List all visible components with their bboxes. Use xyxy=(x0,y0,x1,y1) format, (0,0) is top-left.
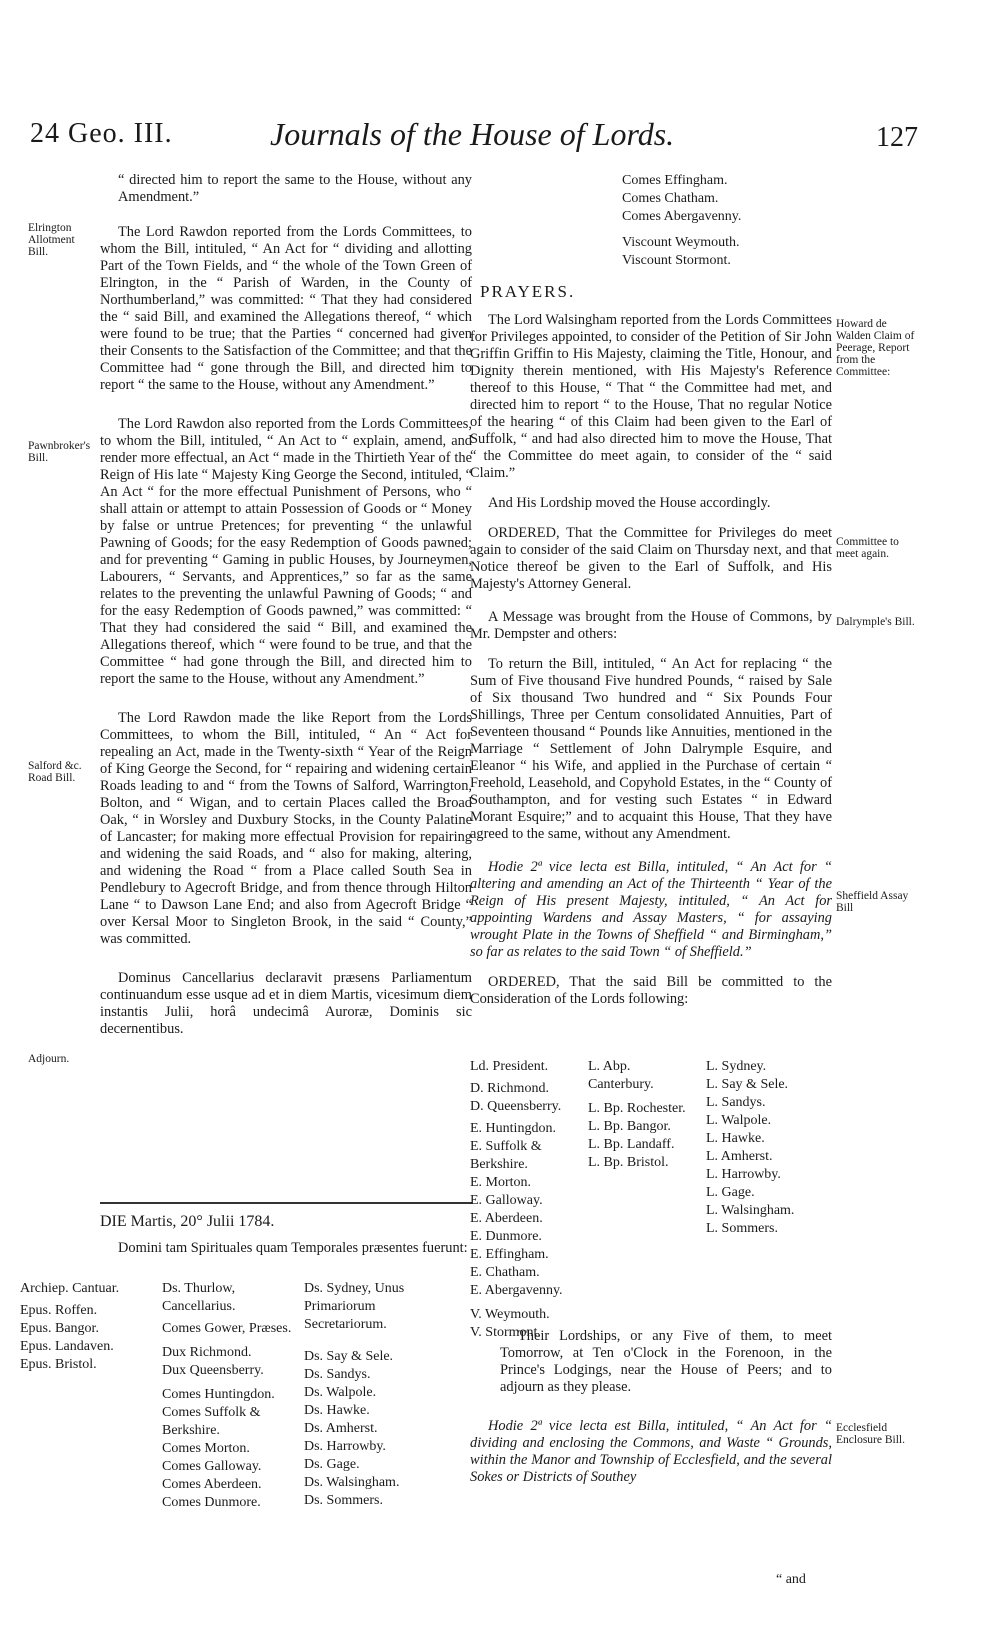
paragraph-continued: “ directed him to report the same to the House, without any Amendment.” xyxy=(118,172,472,205)
committee-lord: E. Effingham. xyxy=(470,1247,549,1262)
paragraph-dalrymple-bill: To return the Bill, intituled, “ An Act for replacing “ the Sum of Five thousand Five hundred Pounds, “ raised by Sale of Six thousand Two hundred and “ Six Pounds Four Shillings, Three per Centum consolidated Annuities, Part of Seventeen thousand “ Pounds like Annuities, mentioned in the Marriage “ Settlement of John Dalrymple Esquire, and Eleanor “ his Wife, and applied in the Purchase of certain “ Freehold, Leasehold, and Copyhold Estates, in the “ County of Southampton, and for vesting such Estates “ in Edward Morant Esquire;” and to acquaint this House, That they have agreed to the same, without any Amendment. xyxy=(470,656,832,842)
session-date: DIE Martis, 20° Julii 1784. xyxy=(100,1213,275,1230)
committee-lord: L. Say & Sele. xyxy=(706,1077,789,1092)
present-list-spiritual xyxy=(20,1280,160,1374)
present-entry: Comes Chatham. xyxy=(622,191,719,206)
present-entry: Ds. Hawke. xyxy=(304,1403,370,1418)
paragraph-moved: And His Lordship moved the House accordingly. xyxy=(488,495,771,511)
left-column xyxy=(100,172,472,1051)
present-entry: Comes Effingham. xyxy=(622,173,728,188)
section-rule xyxy=(100,1202,472,1204)
present-entry: Viscount Stormont. xyxy=(622,253,731,268)
committee-lord: L. Hawke. xyxy=(706,1131,765,1146)
present-entry: Epus. Bangor. xyxy=(20,1321,99,1336)
margin-note-pawnbroker: Pawnbroker's Bill. xyxy=(28,440,91,464)
margin-note-ecclesfield: Ecclesfield Enclosure Bill. xyxy=(836,1422,905,1446)
committee-list-2 xyxy=(588,1058,700,1172)
present-entry: Archiep. Cantuar. xyxy=(20,1281,120,1296)
committee-lord: L. Sydney. xyxy=(706,1059,767,1074)
committee-lord: D. Queensberry. xyxy=(470,1099,562,1114)
committee-lord: L. Amherst. xyxy=(706,1149,773,1164)
committee-list-3 xyxy=(706,1058,830,1238)
present-entry: Ds. Amherst. xyxy=(304,1421,378,1436)
committee-lord: L. Harrowby. xyxy=(706,1167,781,1182)
margin-note-howard-de-walden: Howard de Walden Claim of Peerage, Report from the Committee: xyxy=(836,318,915,378)
paragraph-salford-report: The Lord Rawdon made the like Report from the Lords Committees, to whom the Bill, intituled, “ An “ Act for repealing an Act, made in the Twenty-sixth “ Year of the Reign of King George the Second, for “ repairing and widening certain Roads leading to and “ from the Towns of Salford, Warrington, Bolton, and “ Wigan, and to certain Places called the Broad Oak, “ in Worsley and Duxbury Stocks, in the County Palatine of Lancaster; for making more effectual Provision for repairing and widening the said Roads, and “ also for making, altering, and widening the Road “ from a Place called South Sea in Pendlebury to Agecroft Bridge, and from thence through Hilton Lane “ to Dawson Lane End; and also from Agecroft Bridge “ over Kersal Moor to Singleton Brook, in the said “ County,” was committed. xyxy=(100,710,472,947)
header-title: Journals of the House of Lords. xyxy=(270,116,675,152)
paragraph-sheffield-second-reading: Hodie 2ª vice lecta est Billa, intituled, “ An Act for “ altering and amending an Act of the Thirteenth “ Year of the Reign of His present Majesty, intituled, “ An Act for appointing Wardens and Assay Masters, “ for assaying wrought Plate in the Towns of Sheffield “ and Birmingham,” so far as relates to the said Town “ of Sheffield.” xyxy=(470,859,832,960)
committee-lord: D. Richmond. xyxy=(470,1081,549,1096)
right-column-final xyxy=(470,1418,832,1486)
paragraph-ordered-commit: ORDERED, That the said Bill be committed to the Consideration of the Lords following: xyxy=(470,974,832,1007)
committee-lord: E. Aberdeen. xyxy=(470,1211,543,1226)
right-column-lower xyxy=(500,1328,832,1409)
committee-lord: L. Bp. Landaff. xyxy=(588,1137,675,1152)
present-entry: Epus. Bristol. xyxy=(20,1357,97,1372)
committee-lord: L. Gage. xyxy=(706,1185,755,1200)
committee-lord: L. Walpole. xyxy=(706,1113,772,1128)
paragraph-commons-message: A Message was brought from the House of Commons, by Mr. Dempster and others: xyxy=(470,609,832,642)
present-entry: Ds. Gage. xyxy=(304,1457,360,1472)
paragraph-lordships-meet: Their Lordships, or any Five of them, to meet Tomorrow, at Ten o'Clock in the Forenoon, in the Prince's Lodgings, near the House of Peers; and to adjourn as they please. xyxy=(500,1328,832,1395)
present-entry: Comes Suffolk & Berkshire. xyxy=(162,1405,261,1438)
present-entry: Ds. Sommers. xyxy=(304,1493,383,1508)
present-entry: Ds. Harrowby. xyxy=(304,1439,386,1454)
paragraph-adjournment: Dominus Cancellarius declaravit præsens Parliamentum continuandum esse usque ad et in diem Martis, vicesimum diem instantis Julii, horâ undecimâ Auroræ, Dominis sic decernentibus. xyxy=(100,970,472,1037)
committee-lord: E. Huntingdon. xyxy=(470,1121,556,1136)
margin-note-elrington: Elrington Allotment Bill. xyxy=(28,222,75,258)
committee-list-1 xyxy=(470,1058,590,1342)
present-entry: Ds. Say & Sele. xyxy=(304,1349,394,1364)
paragraph-ecclesfield-second-reading: Hodie 2ª vice lecta est Billa, intituled, “ An Act for “ dividing and enclosing the Commons, and Waste “ Grounds, within the Manor and Township of Ecclesfield, and the several Sokes or Districts of Southey xyxy=(470,1418,832,1485)
present-entry: Comes Morton. xyxy=(162,1441,250,1456)
present-entry: Epus. Landaven. xyxy=(20,1339,114,1354)
present-entry: Ds. Walsingham. xyxy=(304,1475,400,1490)
committee-lord: E. Suffolk & Berkshire. xyxy=(470,1139,542,1172)
margin-note-adjourn: Adjourn. xyxy=(28,1053,70,1065)
present-entry: Dux Queensberry. xyxy=(162,1363,264,1378)
present-entry: Comes Galloway. xyxy=(162,1459,262,1474)
present-entry: Comes Aberdeen. xyxy=(162,1477,262,1492)
present-entry: Ds. Walpole. xyxy=(304,1385,377,1400)
present-entry: Ds. Sydney, Unus Primariorum Secretariorum. xyxy=(304,1281,405,1332)
margin-note-salford: Salford &c. Road Bill. xyxy=(28,760,82,784)
committee-lord: L. Sandys. xyxy=(706,1095,766,1110)
committee-lord: E. Chatham. xyxy=(470,1265,540,1280)
header-regnal-year: 24 Geo. III. xyxy=(30,118,173,149)
page-number: 127 xyxy=(876,122,918,153)
committee-lord: L. Abp. Canterbury. xyxy=(588,1059,654,1092)
present-entry: Comes Gower, Præses. xyxy=(162,1321,292,1336)
committee-lord: L. Bp. Rochester. xyxy=(588,1101,686,1116)
present-entry: Viscount Weymouth. xyxy=(622,235,740,250)
present-entry: Comes Huntingdon. xyxy=(162,1387,275,1402)
margin-note-sheffield: Sheffield Assay Bill xyxy=(836,890,909,914)
present-entry: Comes Dunmore. xyxy=(162,1495,261,1510)
present-list-temporal-1 xyxy=(162,1280,310,1512)
paragraph-pawnbroker-report: The Lord Rawdon also reported from the Lords Committees, to whom the Bill, intituled, “ An Act to “ explain, amend, and render more effectual, an Act “ made in the Thirtieth Year of the Reign of His late “ Majesty King George the Second, intituled, “ An Act “ for the more effectual Punishment of Persons, who “ shall attain or attempt to attain Possession of Goods or “ Money by false or untrue Pretences; for preventing “ the unlawful Pawning of Goods; for the easy Redemption of Goods pawned; and for preventing “ Gaming in public Houses, by Journeymen, Labourers, “ Servants, and Apprentices,” so far as the same relates to the preventing the unlawful Pawning of Goods; “ and for the easy Redemption of Goods pawned,” was committed: “ That they had considered the said “ Bill, and examined the Allegations thereof, which “ were found to be true, and that the Committee “ had gone through the Bill, and directed him to report the same to the House, without any Amendment.” xyxy=(100,416,472,687)
right-column xyxy=(470,312,832,1008)
present-entry: Epus. Roffen. xyxy=(20,1303,98,1318)
committee-lord: L. Sommers. xyxy=(706,1221,778,1236)
committee-lord: E. Galloway. xyxy=(470,1193,543,1208)
margin-note-committee: Committee to meet again. xyxy=(836,536,899,560)
committee-lord: L. Bp. Bangor. xyxy=(588,1119,671,1134)
present-entry: Comes Abergavenny. xyxy=(622,209,742,224)
paragraph-howard-report: The Lord Walsingham reported from the Lords Committees for Privileges appointed, to consider of the Petition of Sir John Griffin Griffin to His Majesty, claiming the Title, Honour, and Dignity therein mentioned, with His Majesty's Reference thereof to this House, “ That “ the Committee had met, and directed him to report “ to the House, That no regular Notice of the hearing “ of this Claim had been given to the Earl of Suffolk, “ and had also directed him to move the House, That “ the Committee do meet again, to consider of the “ said Claim.” xyxy=(470,312,832,481)
present-entry: Ds. Thurlow, Cancellarius. xyxy=(162,1281,236,1314)
committee-lord: E. Dunmore. xyxy=(470,1229,542,1244)
catchword: “ and xyxy=(776,1572,806,1587)
committee-lord: V. Weymouth. xyxy=(470,1307,550,1322)
present-heading: Domini tam Spirituales quam Temporales præsentes fuerunt: xyxy=(118,1240,468,1256)
present-continued-comes xyxy=(622,172,802,270)
present-entry: Dux Richmond. xyxy=(162,1345,252,1360)
present-list-temporal-2 xyxy=(304,1280,464,1510)
paragraph-elrington-report: The Lord Rawdon reported from the Lords Committees, to whom the Bill, intituled, “ An Act for “ dividing and allotting Part of the Town Fields, and “ the whole of the Town Green of Elrington, in the “ Parish of Warden, in the County of Northumberland,” was committed: “ That they had considered the “ said Bill, and examined the Allegations thereof, “ which were found to be true; that the Parties “ concerned had given their Consents to the Satisfaction of the Committee; and that the Committee had “ gone through the Bill, and directed him to report “ the same to the House, without any Amendment.” xyxy=(100,224,472,393)
committee-lord: V. Stormont. xyxy=(470,1325,541,1340)
committee-lord: Ld. President. xyxy=(470,1059,549,1074)
committee-lord: L. Bp. Bristol. xyxy=(588,1155,669,1170)
committee-lord: L. Walsingham. xyxy=(706,1203,795,1218)
committee-lord: E. Morton. xyxy=(470,1175,532,1190)
prayers-heading: PRAYERS. xyxy=(480,282,576,301)
margin-note-dalrymple: Dalrymple's Bill. xyxy=(836,616,915,628)
present-entry: Ds. Sandys. xyxy=(304,1367,371,1382)
committee-lord: E. Abergavenny. xyxy=(470,1283,563,1298)
paragraph-ordered-committee: ORDERED, That the Committee for Privileges do meet again to consider of the said Claim on Thursday next, and that Notice thereof be given to the Earl of Suffolk, and His Majesty's Attorney General. xyxy=(470,525,832,592)
